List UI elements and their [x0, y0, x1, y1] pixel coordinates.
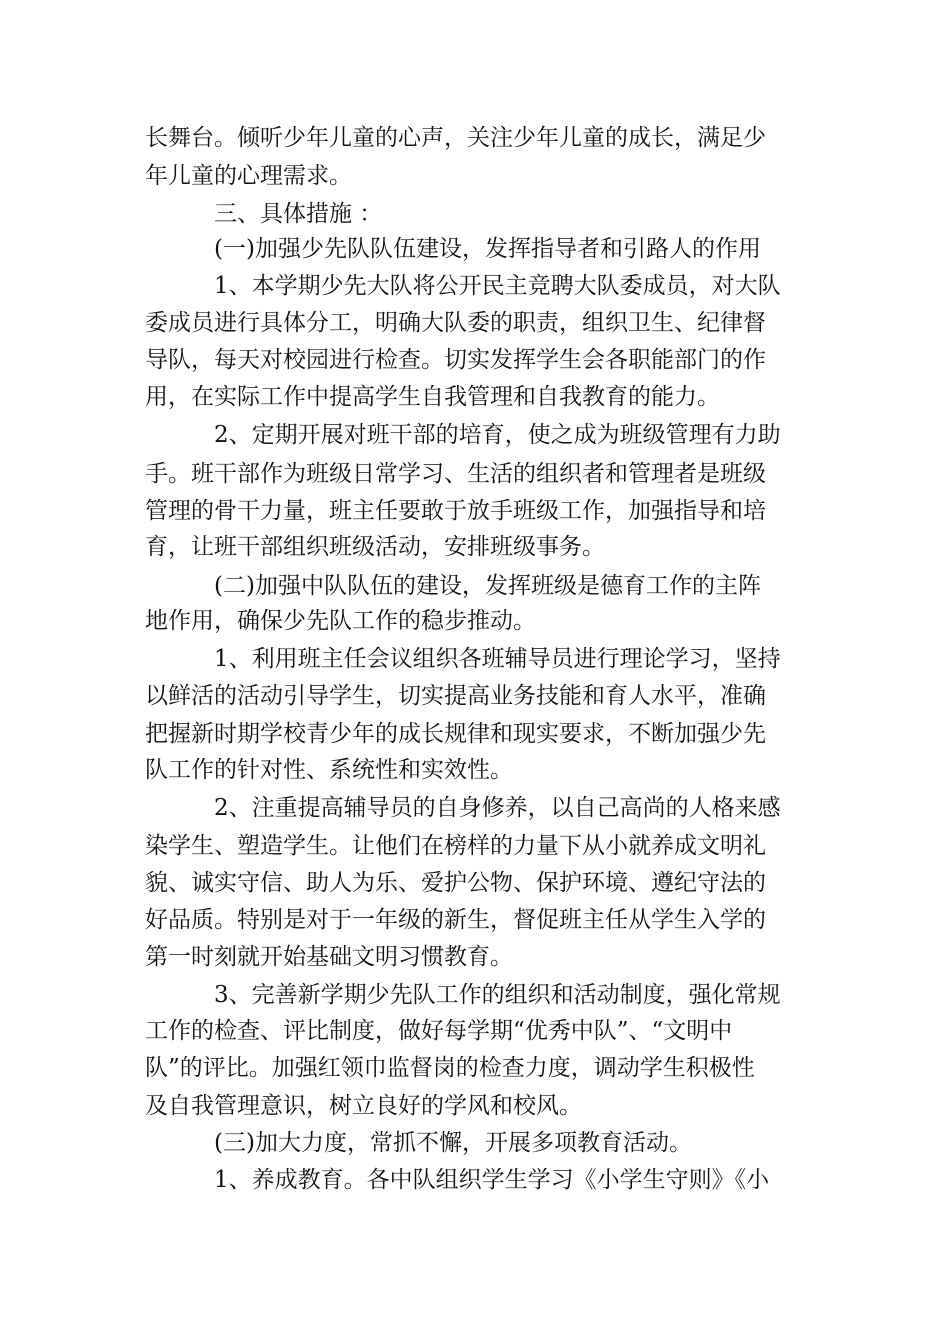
text-line: 管理的骨干力量，班主任要敢于放手班级工作，加强指导和培: [145, 498, 766, 524]
text-line: 1、利用班主任会议组织各班辅导员进行理论学习，坚持: [214, 646, 781, 672]
text-line: 及自我管理意识，树立良好的学风和校风。: [145, 1093, 582, 1119]
text-line: 工作的检查、评比制度，做好每学期“优秀中队”、“文明中: [145, 1018, 733, 1044]
text-line: 长舞台。倾听少年儿童的心声，关注少年儿童的成长，满足少: [145, 125, 766, 151]
subsection-heading: (三)加大力度，常抓不懈，开展多项教育活动。: [214, 1130, 692, 1156]
text-line: 2、定期开展对班干部的培育，使之成为班级管理有力助: [214, 422, 781, 448]
text-line: 2、注重提高辅导员的自身修养，以自己高尚的人格来感: [214, 795, 781, 821]
text-line: 以鲜活的活动引导学生，切实提高业务技能和育人水平，准确: [145, 683, 766, 709]
text-line: 1、本学期少先大队将公开民主竞聘大队委成员，对大队: [214, 273, 781, 299]
text-line: 年儿童的心理需求。: [145, 163, 352, 189]
section-heading: 三、具体措施 ：: [214, 201, 383, 227]
text-line: 貌、诚实守信、助人为乐、爱护公物、保护环境、遵纪守法的: [145, 870, 766, 896]
text-line: 队”的评比。加强红领巾监督岗的检查力度，调动学生积极性: [145, 1055, 755, 1081]
text-line: 把握新时期学校青少年的成长规律和现实要求，不断加强少先: [145, 721, 766, 747]
text-line: 导队，每天对校园进行检查。切实发挥学生会各职能部门的作: [145, 347, 766, 373]
text-line: 地作用，确保少先队工作的稳步推动。: [145, 608, 536, 634]
subsection-heading: (一)加强少先队队伍建设，发挥指导者和引路人的作用: [214, 236, 761, 262]
text-line: 用，在实际工作中提高学生自我管理和自我教育的能力。: [145, 384, 720, 410]
text-line: 第一时刻就开始基础文明习惯教育。: [145, 944, 513, 970]
text-line: 队工作的针对性、系统性和实效性。: [145, 757, 513, 783]
text-line: 委成员进行具体分工，明确大队委的职责，组织卫生、纪律督: [145, 310, 766, 336]
text-line: 好品质。特别是对于一年级的新生，督促班主任从学生入学的: [145, 907, 766, 933]
text-line: 育，让班干部组织班级活动，安排班级事务。: [145, 534, 605, 560]
text-line: 1、养成教育。各中队组织学生学习《小学生守则》《小: [214, 1167, 770, 1193]
text-line: 手。班干部作为班级日常学习、生活的组织者和管理者是班级: [145, 461, 766, 487]
text-line: 染学生、塑造学生。让他们在榜样的力量下从小就养成文明礼: [145, 833, 766, 859]
subsection-heading: (二)加强中队队伍的建设，发挥班级是德育工作的主阵: [214, 573, 761, 599]
text-line: 3、完善新学期少先队工作的组织和活动制度，强化常规: [214, 982, 781, 1008]
